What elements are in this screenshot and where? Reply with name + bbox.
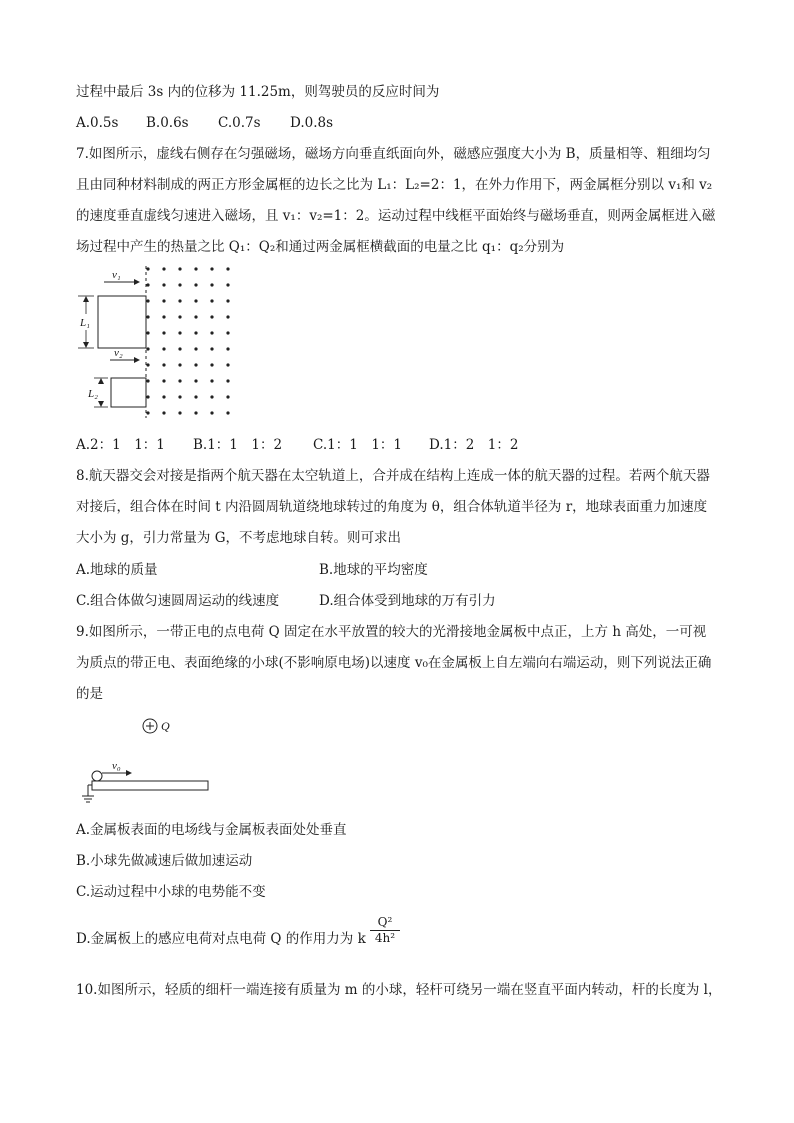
field-dot bbox=[162, 283, 165, 286]
q8-option-c: C.组合体做匀速圆周运动的线速度 bbox=[76, 593, 280, 609]
q9-option-d bbox=[76, 930, 366, 948]
field-dot bbox=[178, 363, 181, 366]
field-dot bbox=[162, 363, 165, 366]
field-dot bbox=[194, 331, 197, 334]
field-dot bbox=[146, 299, 149, 302]
q-label: Q bbox=[161, 719, 170, 733]
frame-1 bbox=[98, 296, 146, 348]
q8-stem-line-3: 大小为 g，引力常量为 G，不考虑地球自转。则可求出 bbox=[76, 530, 402, 546]
q7-option-b: B.1：1 1：2 bbox=[193, 437, 283, 453]
field-dot bbox=[210, 363, 213, 366]
field-dot bbox=[194, 347, 197, 350]
field-dot bbox=[162, 299, 165, 302]
field-dot bbox=[210, 267, 213, 270]
field-dot bbox=[178, 395, 181, 398]
field-dot bbox=[146, 283, 149, 286]
q6-option-a: A.0.5s bbox=[76, 115, 119, 131]
q9-stem-line-1: 9.如图所示，一带正电的点电荷 Q 固定在水平放置的较大的光滑接地金属板中点正，上方 h 高处，一可视 bbox=[76, 624, 707, 640]
field-dot bbox=[146, 363, 149, 366]
L2-label: L₂ bbox=[88, 388, 98, 400]
q7-stem-line-1: 7.如图所示，虚线右侧存在匀强磁场，磁场方向垂直纸面向外，磁感应强度大小为 B，质量相等、粗细均匀 bbox=[76, 146, 711, 162]
q7-figure bbox=[76, 262, 236, 424]
q8-options-row-2 bbox=[76, 592, 496, 610]
field-dot bbox=[178, 299, 181, 302]
q9-option-d-fraction bbox=[370, 915, 400, 946]
q9-stem-line-2: 为质点的带正电、表面绝缘的小球(不影响原电场)以速度 v₀在金属板上自左端向右端运动，则下列说法正确 bbox=[76, 655, 712, 671]
field-dot bbox=[226, 283, 229, 286]
field-dot bbox=[210, 395, 213, 398]
fraction-denominator: 4h² bbox=[374, 931, 396, 945]
fraction-numerator: Q² bbox=[370, 915, 400, 931]
field-dot bbox=[162, 267, 165, 270]
field-dot bbox=[146, 331, 149, 334]
field-dot bbox=[162, 315, 165, 318]
field-dot bbox=[210, 379, 213, 382]
field-dot bbox=[210, 283, 213, 286]
field-dot bbox=[178, 267, 181, 270]
field-dot bbox=[226, 267, 229, 270]
q7-stem-line-3: 的速度垂直虚线匀速进入磁场，且 v₁：v₂=1：2。运动过程中线框平面始终与磁场垂直，则两金属框进入磁 bbox=[76, 208, 716, 224]
L1-label: L₁ bbox=[80, 317, 90, 329]
q8-option-d: D.组合体受到地球的万有引力 bbox=[319, 593, 496, 609]
field-dot bbox=[146, 267, 149, 270]
field-dot bbox=[194, 283, 197, 286]
field-dot bbox=[162, 347, 165, 350]
v2-label: v₂ bbox=[114, 347, 123, 359]
q7-options bbox=[76, 436, 519, 454]
q7-option-a: A.2：1 1：1 bbox=[76, 437, 165, 453]
q9-stem-line-3: 的是 bbox=[76, 686, 103, 702]
field-dot bbox=[178, 315, 181, 318]
field-dot bbox=[146, 395, 149, 398]
q7-stem-line-2: 且由同种材料制成的两正方形金属框的边长之比为 L₁：L₂=2：1，在外力作用下，两金属框分别以 v₁和 v₂ bbox=[76, 177, 713, 193]
q9-option-d-prefix: D.金属板上的感应电荷对点电荷 Q 的作用力为 k bbox=[76, 931, 366, 947]
q9-option-b: B.小球先做减速后做加速运动 bbox=[76, 853, 253, 869]
q8-options-row-1 bbox=[76, 561, 428, 579]
field-dot bbox=[194, 363, 197, 366]
q9-option-a: A.金属板表面的电场线与金属板表面处处垂直 bbox=[76, 822, 347, 838]
q7-option-d: D.1：2 1：2 bbox=[429, 437, 519, 453]
q9-option-c: C.运动过程中小球的电势能不变 bbox=[76, 884, 266, 900]
field-dot bbox=[210, 315, 213, 318]
field-dot bbox=[210, 411, 213, 414]
field-dot bbox=[162, 379, 165, 382]
field-dot bbox=[162, 411, 165, 414]
q8-option-b: B.地球的平均密度 bbox=[319, 562, 428, 578]
field-dot bbox=[226, 411, 229, 414]
field-dot bbox=[226, 363, 229, 366]
field-dot bbox=[178, 283, 181, 286]
q8-stem-line-2: 对接后，组合体在时间 t 内沿圆周轨道绕地球转过的角度为 θ，组合体轨道半径为 r，地球表面重力加速度 bbox=[76, 499, 708, 515]
q6-stem: 过程中最后 3s 内的位移为 11.25m，则驾驶员的反应时间为 bbox=[76, 84, 440, 100]
field-dot bbox=[226, 331, 229, 334]
ground-icon bbox=[82, 796, 94, 802]
q8-option-a: A.地球的质量 bbox=[76, 562, 158, 578]
field-dot bbox=[194, 395, 197, 398]
magnetic-field-dots bbox=[146, 267, 229, 414]
field-dot bbox=[226, 315, 229, 318]
field-dot bbox=[226, 347, 229, 350]
field-dot bbox=[178, 331, 181, 334]
field-dot bbox=[194, 411, 197, 414]
field-dot bbox=[162, 331, 165, 334]
field-dot bbox=[194, 315, 197, 318]
field-dot bbox=[146, 379, 149, 382]
field-dot bbox=[146, 315, 149, 318]
q6-option-c: C.0.7s bbox=[218, 115, 261, 131]
field-dot bbox=[194, 379, 197, 382]
small-ball bbox=[92, 771, 102, 781]
field-dot bbox=[226, 299, 229, 302]
v1-label: v₁ bbox=[112, 269, 121, 281]
metal-plate bbox=[92, 781, 208, 790]
frame-2 bbox=[111, 378, 146, 407]
q10-stem-line-1: 10.如图所示，轻质的细杆一端连接有质量为 m 的小球，轻杆可绕另一端在竖直平面内转动，杆的长度为 l， bbox=[76, 982, 722, 998]
field-dot bbox=[146, 347, 149, 350]
field-dot bbox=[146, 411, 149, 414]
q7-option-c: C.1：1 1：1 bbox=[313, 437, 402, 453]
v0-label: v₀ bbox=[112, 760, 121, 772]
q6-options bbox=[76, 114, 333, 132]
field-dot bbox=[210, 299, 213, 302]
field-dot bbox=[226, 395, 229, 398]
field-dot bbox=[226, 379, 229, 382]
q6-option-d: D.0.8s bbox=[290, 115, 334, 131]
field-dot bbox=[162, 395, 165, 398]
field-dot bbox=[194, 267, 197, 270]
field-dot bbox=[210, 331, 213, 334]
q8-stem-line-1: 8.航天器交会对接是指两个航天器在太空轨道上，合并成在结构上连成一体的航天器的过程。若两个航天器 bbox=[76, 468, 710, 484]
q6-option-b: B.0.6s bbox=[146, 115, 189, 131]
field-dot bbox=[178, 411, 181, 414]
field-dot bbox=[178, 347, 181, 350]
q9-figure bbox=[76, 712, 216, 808]
q7-stem-line-4: 场过程中产生的热量之比 Q₁：Q₂和通过两金属框横截面的电量之比 q₁：q₂分别为 bbox=[76, 239, 565, 255]
field-dot bbox=[210, 347, 213, 350]
field-dot bbox=[194, 299, 197, 302]
field-dot bbox=[178, 379, 181, 382]
